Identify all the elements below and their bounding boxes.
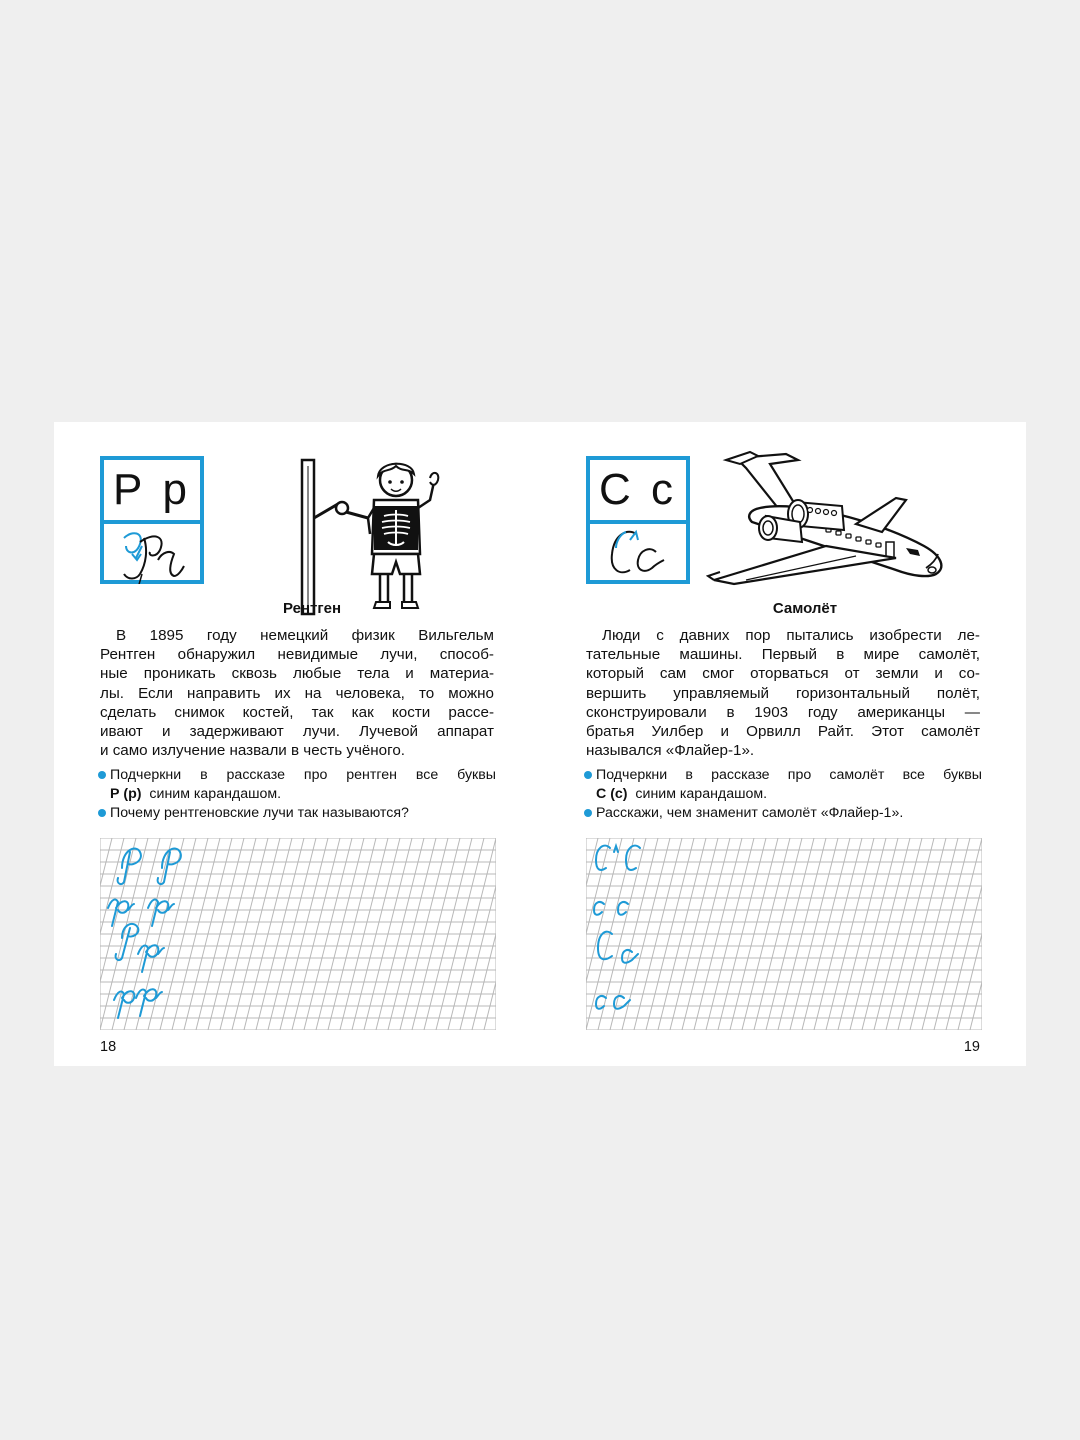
story-line: тательные машины. Первый в мире самолёт,: [586, 646, 980, 664]
page-number-left: 18: [100, 1039, 117, 1055]
letter-cursive-s: [590, 524, 686, 584]
task-question-r: [98, 804, 496, 823]
writing-grid-r: [100, 838, 496, 1030]
writing-grid-s: [586, 838, 982, 1030]
task-line: [110, 785, 496, 804]
story-line: и само излучение назвали в честь учёного.: [100, 742, 406, 760]
story-line: лы. Если направить их на человека, то можно: [100, 684, 494, 702]
task-underline-r: [98, 766, 496, 803]
story-line: Рентген обнаружил невидимые лучи, способ-: [100, 646, 494, 664]
task-underline-s: [584, 766, 982, 803]
book-spread: [54, 422, 1026, 1066]
story-heading-samolet: Самолёт: [772, 600, 838, 617]
page-right: [540, 422, 1026, 1066]
task-rest: синим карандашом.: [149, 785, 282, 802]
story-text-rentgen: [100, 626, 494, 760]
task-line: [596, 785, 982, 804]
letter-card-r: [100, 456, 204, 584]
task-letters: С (с): [596, 785, 628, 802]
story-line: который сам смог оторваться от земли и со-: [586, 665, 980, 683]
story-line: сделать снимок костей, так как кости рассе-: [100, 703, 494, 721]
page-number-right: 19: [963, 1039, 980, 1055]
letter-print-r: Р р: [104, 460, 200, 524]
story-line: назывался «Флайер-1».: [586, 742, 755, 760]
page-left: [54, 422, 540, 1066]
story-text-samolet: [586, 626, 980, 760]
bullet-dot-icon: [98, 771, 106, 779]
story-line: ные проникать сквозь любые тела и материа-: [100, 665, 494, 683]
task-line: Подчеркни в рассказе про рентген все буквы: [110, 767, 496, 783]
letter-print-s: С с: [590, 460, 686, 524]
story-line: братья Уилбер и Орвилл Райт. Этот самолёт: [586, 723, 980, 741]
story-line: сконструировали в 1903 году американцы —: [586, 703, 980, 721]
task-line: Почему рентгеновские лучи так называются?: [110, 805, 409, 821]
story-line: В 1895 году немецкий физик Вильгельм: [116, 627, 494, 644]
task-line: Расскажи, чем знаменит самолёт «Флайер-1».: [596, 805, 904, 821]
bullet-dot-icon: [584, 771, 592, 779]
task-question-s: [584, 804, 982, 823]
story-line: Люди с давних пор пытались изобрести ле-: [602, 627, 980, 644]
task-rest: синим карандашом.: [635, 785, 768, 802]
airplane-icon: [706, 450, 950, 596]
story-line: ивают и задерживают лучи. Лучевой аппарат: [100, 723, 494, 741]
story-heading-rentgen: Рентген: [282, 600, 342, 617]
boy-xray-icon: [290, 456, 450, 618]
letter-cursive-r: [104, 524, 200, 584]
letter-card-s: [586, 456, 690, 584]
bullet-dot-icon: [584, 809, 592, 817]
bullet-dot-icon: [98, 809, 106, 817]
task-letters: Р (р): [110, 785, 142, 802]
story-line: вершить управляемый горизонтальный полёт,: [586, 684, 980, 702]
task-line: Подчеркни в рассказе про самолёт все буквы: [596, 767, 982, 783]
